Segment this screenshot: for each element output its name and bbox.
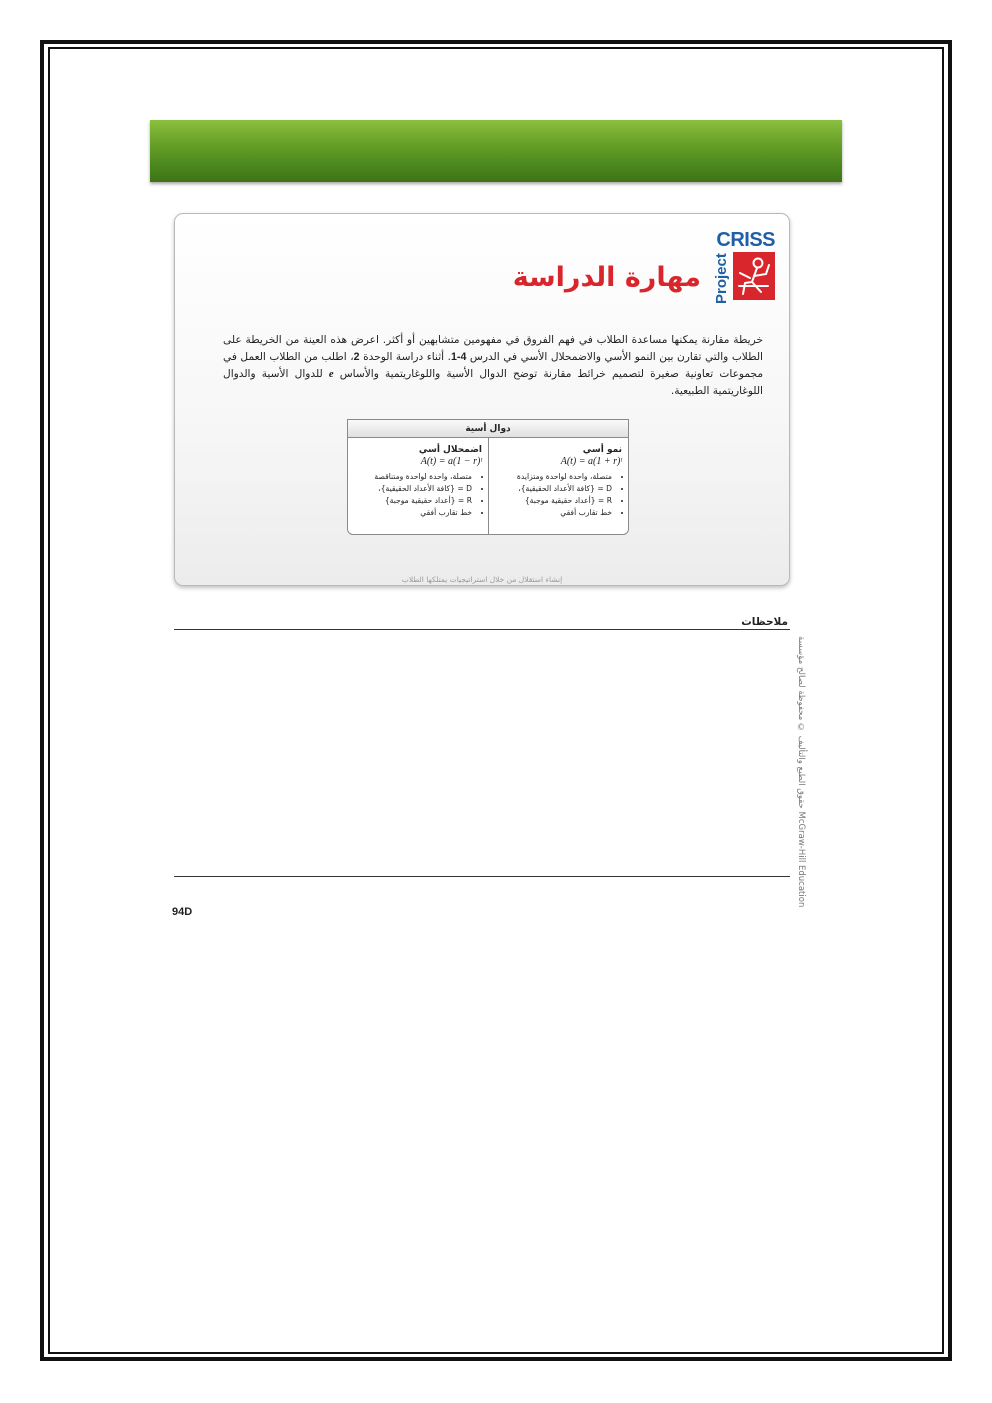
body-part-1: خريطة مقارنة يمكنها مساعدة الطلاب في فهم الفروق في مفهومين متشابهين أو أكثر. اعرض هذه العينة من الخريطة على الطلاب والتي تقارن بين النمو الأسي والاضمحلال الأسي في الدرس	[223, 334, 763, 363]
body-part-4: للدوال الأسية والدوال اللوغاريتمية الطبيعية.	[223, 368, 763, 397]
notes-rule-top	[174, 629, 790, 630]
body-base-e: e	[328, 369, 334, 380]
page-number: 94D	[172, 906, 193, 918]
logo-project-text: Project	[713, 253, 730, 304]
body-part-2: . أثناء دراسة الوحدة	[359, 351, 452, 363]
list-item: • متصلة، واحدة لواحدة ومتزايدة	[495, 471, 612, 483]
list-item: • خط تقارب أفقي	[354, 507, 472, 519]
study-skill-card	[174, 213, 790, 586]
project-criss-logo	[711, 230, 775, 304]
decay-formula: A(t) = a(1 − r)ᵗ	[420, 456, 482, 467]
decay-list	[354, 471, 482, 519]
notes-rule-bottom	[174, 876, 790, 877]
body-part-3: ، اطلب من الطلاب العمل في مجموعات تعاونية صغيرة لتصميم خرائط مقارنة توضح الدوال الأسية واللوغاريتمية والأساس	[223, 351, 763, 380]
body-unit: 2	[353, 351, 360, 363]
card-title: مهارة الدراسة	[512, 262, 701, 293]
list-item: • D = {كافة الأعداد الحقيقية}،	[354, 483, 472, 495]
list-item: • متصلة، واحدة لواحدة ومتناقصة	[354, 471, 472, 483]
card-footer: إنشاء استقلال من خلال استراتيجيات يمتلكها الطلاب	[401, 575, 563, 584]
list-item: • D = {كافة الأعداد الحقيقية}،	[495, 483, 612, 495]
growth-title: نمو أسي	[582, 445, 622, 455]
list-item: • R = {أعداد حقيقية موجبة}	[354, 495, 472, 507]
card-body-text	[223, 332, 763, 400]
growth-formula: A(t) = a(1 + r)ᵗ	[560, 456, 622, 467]
side-copyright: حقوق الطبع والتأليف © محفوظة لصالح مؤسسة McGraw-Hill Education	[796, 636, 806, 908]
comparison-map-header: دوال أسية	[348, 420, 628, 438]
logo-reader-icon	[733, 252, 775, 300]
body-lesson: 4-1	[451, 351, 467, 363]
notes-label: ملاحظات	[741, 616, 788, 628]
header-green-bar	[150, 120, 842, 182]
growth-column	[488, 438, 628, 534]
logo-criss-text: CRISS	[716, 229, 775, 251]
growth-list	[495, 471, 622, 519]
comparison-map	[347, 419, 629, 535]
decay-title: اضمحلال أسي	[418, 445, 482, 455]
decay-column	[348, 438, 488, 534]
list-item: • R = {أعداد حقيقية موجبة}	[495, 495, 612, 507]
list-item: • خط تقارب أفقي	[495, 507, 612, 519]
